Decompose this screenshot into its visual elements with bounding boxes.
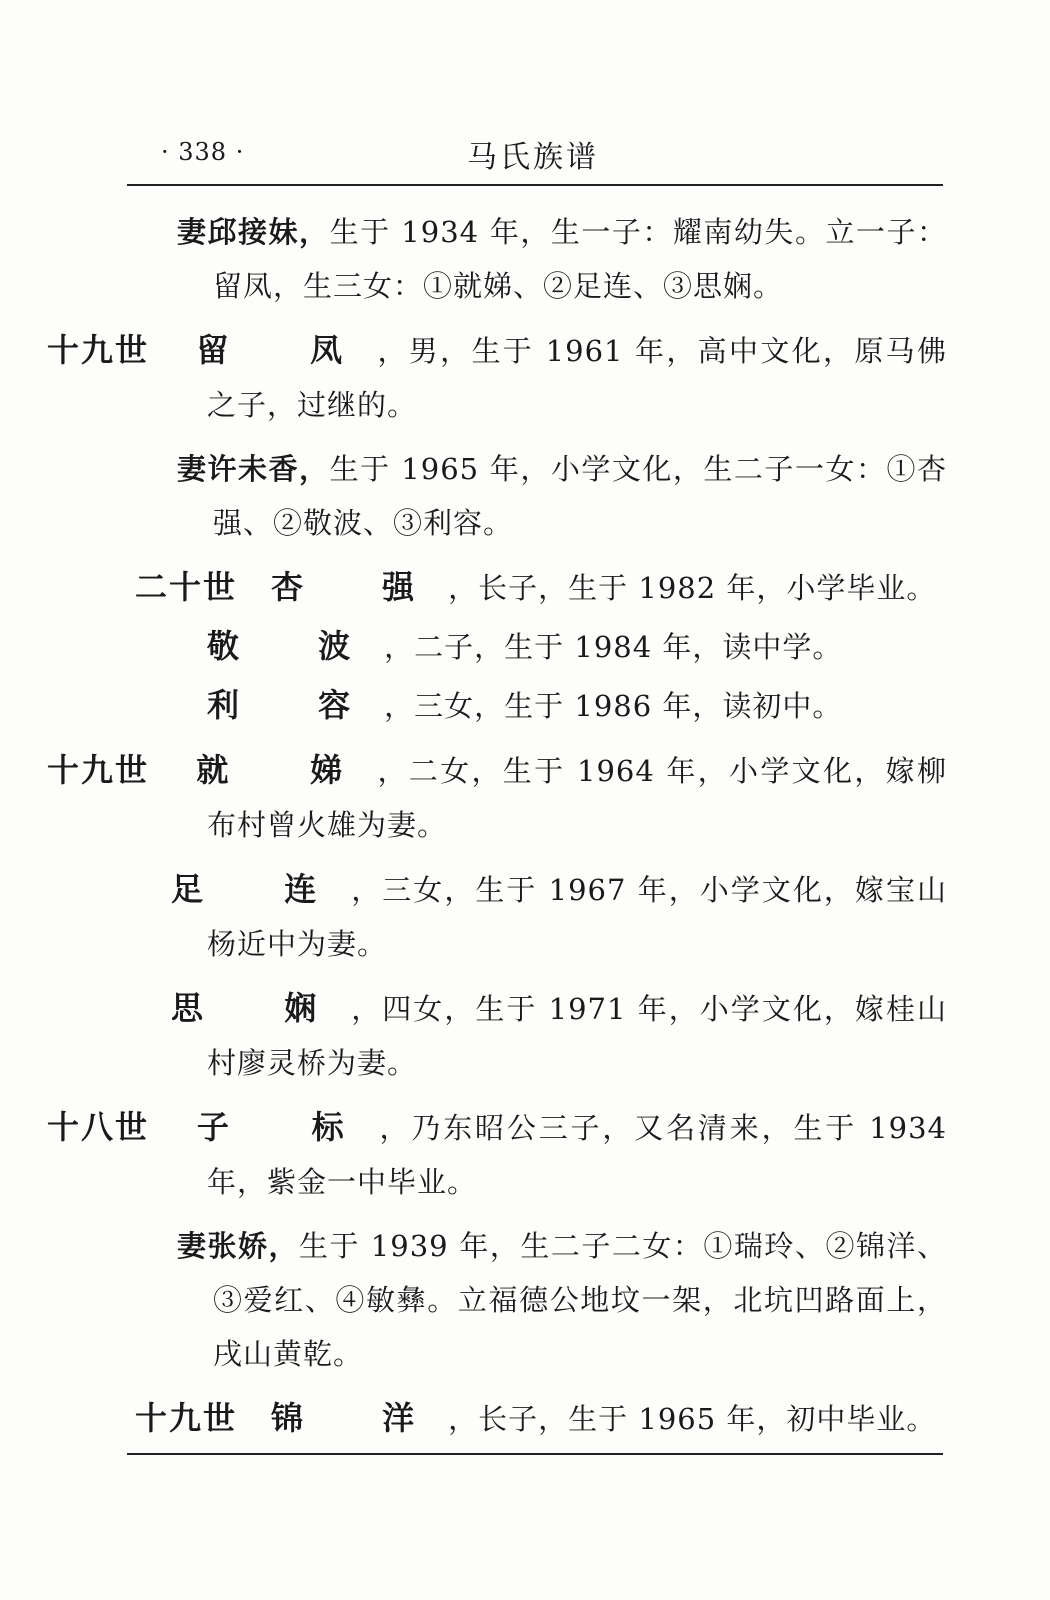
generation-label: 十九世 [47,331,150,369]
entry-text: ，二子，生于 1984 年，读中学。 [384,630,843,664]
entry-text: ，二女，生于 1964 年，小学文化，嫁柳布村曾火雄为妻。 [207,754,947,842]
entry-text: ，乃东昭公三子，又名清来，生于 1934 年，紫金一中毕业。 [207,1111,947,1199]
person-name: 锦 洋 [271,1399,449,1437]
running-title: 马氏族谱 [467,140,599,175]
page-header [127,128,943,182]
spouse-name: 妻张娇， [177,1229,300,1263]
entry-text: ，男，生于 1961 年，高中文化，原马佛之子，过继的。 [207,334,947,422]
genealogy-entries [47,205,947,1456]
sibling-entry [127,862,947,971]
footer-rule [127,1453,943,1455]
generation-label: 二十世 [135,568,238,606]
spouse-entry [127,1219,947,1381]
generation-entry [127,560,947,615]
person-name: 敬 波 [207,627,385,665]
generation-entry [47,743,947,852]
person-name: 利 容 [207,686,385,724]
child-entry [127,678,947,733]
spouse-name: 妻许未香， [177,452,330,486]
generation-label: 十八世 [47,1108,150,1146]
entry-text: 生于 1939 年，生二子二女：①瑞玲、②锦洋、③爱红、④敏彝。立福德公地坟一架，北坑凹路面上，戌山黄乾。 [213,1229,947,1371]
generation-entry [47,323,947,432]
person-name: 足 连 [171,870,352,908]
entry-text: ，长子，生于 1982 年，小学毕业。 [448,571,937,605]
person-name: 留 凤 [195,331,378,369]
entry-text: 生于 1965 年，小学文化，生二子一女：①杏强、②敬波、③利容。 [213,452,947,540]
entry-text: 生于 1934 年，生一子：耀南幼失。立一子：留凤，生三女：①就娣、②足连、③思娴。 [213,215,947,303]
person-name: 子 标 [195,1108,380,1146]
generation-entry [47,1100,947,1209]
header-rule [127,184,943,186]
entry-text: ，三女，生于 1986 年，读初中。 [384,689,843,723]
spouse-name: 妻邱接妹， [177,215,330,249]
person-name: 杏 强 [271,568,449,606]
generation-label: 十九世 [47,751,150,789]
entry-text: ，三女，生于 1967 年，小学文化，嫁宝山杨近中为妻。 [207,873,947,961]
sibling-entry [127,981,947,1090]
entry-text: ，四女，生于 1971 年，小学文化，嫁桂山村廖灵桥为妻。 [207,992,947,1080]
spouse-entry [127,442,947,550]
child-entry [127,619,947,674]
generation-entry [127,1391,947,1446]
page-number: · 338 · [161,138,245,166]
entry-text: ，长子，生于 1965 年，初中毕业。 [448,1402,937,1436]
generation-label: 十九世 [135,1399,238,1437]
person-name: 就 娣 [195,751,378,789]
spouse-entry [127,205,947,313]
person-name: 思 娴 [171,989,352,1027]
